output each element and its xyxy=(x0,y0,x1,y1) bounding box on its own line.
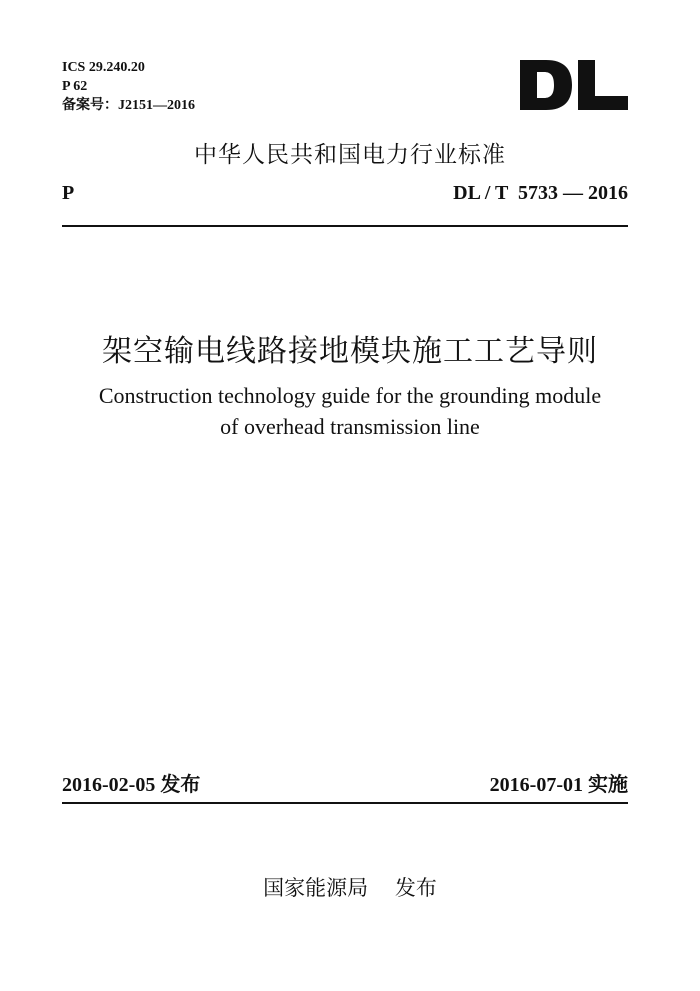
publisher: 国家能源局 发布 xyxy=(263,876,437,900)
document-meta xyxy=(62,58,195,115)
ics-code: ICS 29.240.20 xyxy=(62,60,145,75)
dl-logo xyxy=(520,60,628,110)
filing-number: 备案号：J2151—2016 xyxy=(62,98,195,113)
classification-code: P 62 xyxy=(62,79,88,94)
issue-date: 2016-02-05 发布 xyxy=(62,774,201,796)
english-title-line-1: Construction technology guide for the grounding module xyxy=(98,383,602,408)
category-code: P xyxy=(62,182,75,204)
top-divider xyxy=(62,225,628,227)
english-title-line-2: of overhead transmission line xyxy=(220,414,480,439)
effective-date: 2016-07-01 实施 xyxy=(489,774,628,796)
logo-letter-d xyxy=(520,60,572,110)
bottom-divider xyxy=(62,802,628,804)
logo-letter-l xyxy=(578,60,628,110)
industry-standard-title: 中华人民共和国电力行业标准 xyxy=(194,142,506,168)
document-title-chinese: 架空输电线路接地模块施工工艺导则 xyxy=(102,334,598,369)
document-title-english xyxy=(0,380,700,442)
standard-number: DL / T 5733 — 2016 xyxy=(453,182,628,204)
